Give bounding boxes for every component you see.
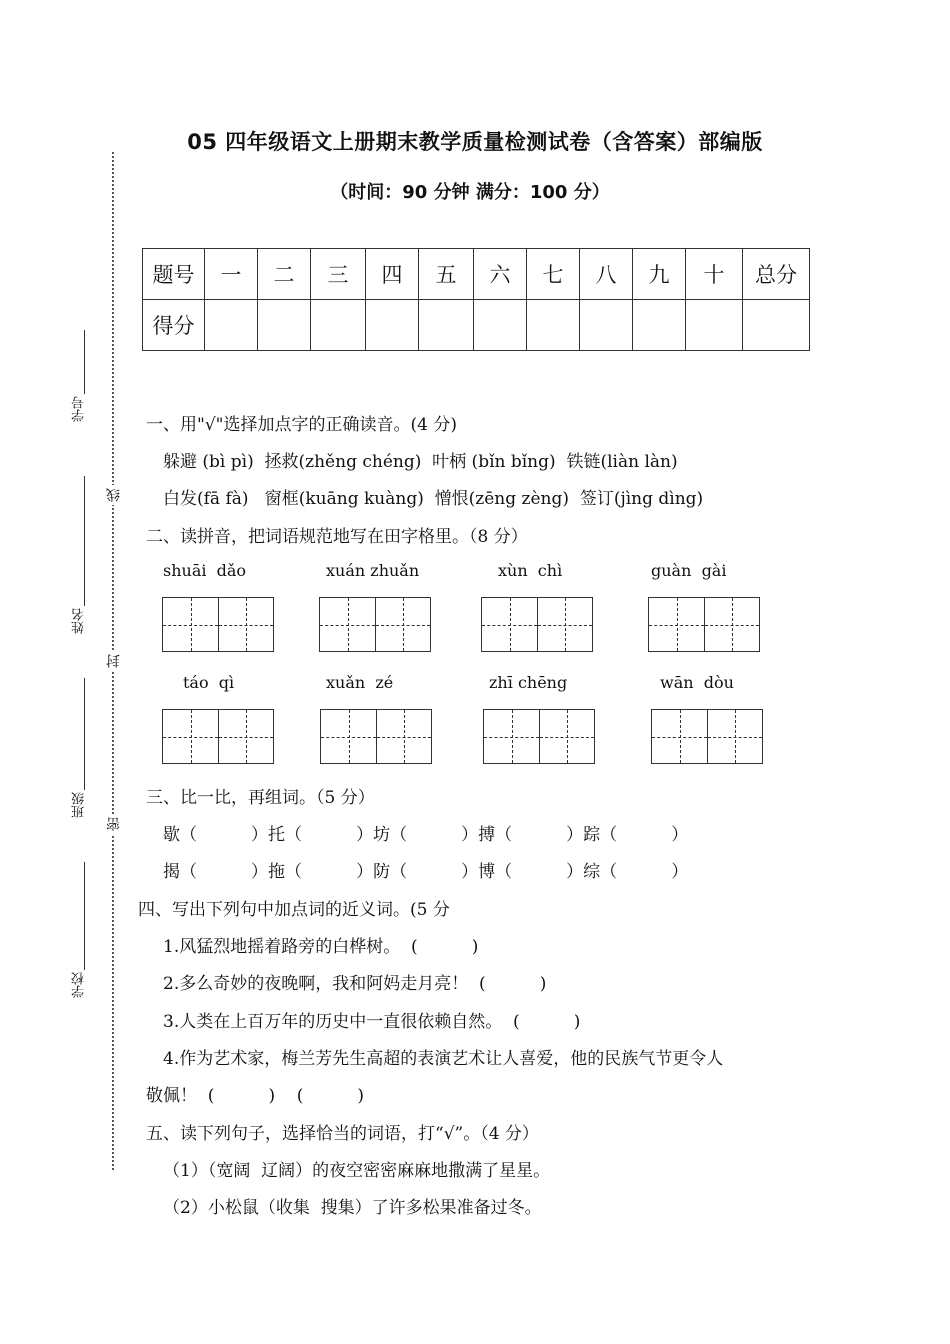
q5-item: （1）（宽阔 辽阔）的夜空密密麻麻地撒满了星星。	[163, 1161, 551, 1181]
q5-item: （2）小松鼠（收集 搜集）了许多松果准备过冬。	[163, 1198, 542, 1218]
q4-item: 1.风猛烈地摇着路旁的白桦树。 ( )	[163, 937, 479, 957]
seal-char-seal: 封	[104, 651, 124, 671]
header-cell: 十	[686, 249, 743, 300]
seal-char-secret: 密	[104, 814, 124, 834]
pinyin-label: wān dòu	[660, 673, 734, 692]
q4-item: 3.人类在上百万年的历史中一直很依赖自然。 ( )	[163, 1012, 581, 1032]
header-cell: 七	[527, 249, 580, 300]
score-cell[interactable]	[743, 300, 810, 351]
tianzige-box[interactable]	[162, 597, 274, 652]
score-cell[interactable]	[205, 300, 258, 351]
q2-title: 二、读拼音，把词语规范地写在田字格里。（8 分）	[146, 527, 528, 547]
page-title: 05 四年级语文上册期末教学质量检测试卷（含答案）部编版	[187, 130, 763, 154]
header-cell: 六	[474, 249, 527, 300]
seal-char-line: 线	[104, 485, 124, 505]
class-label: 班级	[72, 792, 87, 818]
name-line[interactable]	[84, 476, 85, 606]
score-cell[interactable]	[258, 300, 311, 351]
tianzige-box[interactable]	[319, 597, 431, 652]
q1-line-1: 躲避 (bì pì) 拯救(zhěng chéng) 叶柄 (bǐn bǐng) 铁链(liàn làn)	[163, 452, 678, 472]
score-cell[interactable]	[366, 300, 419, 351]
score-cell[interactable]	[419, 300, 474, 351]
student-id-label: 学号	[72, 396, 87, 422]
header-cell: 总分	[743, 249, 810, 300]
score-cell[interactable]	[474, 300, 527, 351]
score-cell[interactable]	[311, 300, 366, 351]
score-table-header-row	[143, 249, 810, 300]
score-row-label: 得分	[143, 300, 205, 351]
q4-item: 2.多么奇妙的夜晚啊，我和阿妈走月亮！ ( )	[163, 974, 547, 994]
pinyin-label: xuán zhuǎn	[326, 561, 420, 580]
header-cell: 题号	[143, 249, 205, 300]
q3-line-1: 歇（ ）托（ ）坊（ ）搏（ ）踪（ ）	[163, 825, 689, 845]
header-cell: 九	[633, 249, 686, 300]
header-cell: 三	[311, 249, 366, 300]
tianzige-box[interactable]	[162, 709, 274, 764]
school-line[interactable]	[84, 862, 85, 970]
tianzige-box[interactable]	[648, 597, 760, 652]
header-cell: 一	[205, 249, 258, 300]
student-id-line[interactable]	[84, 330, 85, 394]
school-label: 学校	[72, 972, 87, 998]
q4-item-continued: 敬佩！ ( ) ( )	[146, 1086, 365, 1106]
tianzige-box[interactable]	[651, 709, 763, 764]
pinyin-label: xuǎn zé	[326, 673, 394, 692]
tianzige-box[interactable]	[483, 709, 595, 764]
q1-line-2: 白发(fā fà) 窗框(kuāng kuàng) 憎恨(zēng zèng) 签订(jìng dìng)	[163, 489, 704, 509]
q4-title: 四、写出下列句中加点词的近义词。(5 分	[138, 900, 450, 920]
header-cell: 八	[580, 249, 633, 300]
class-line[interactable]	[84, 678, 85, 790]
q4-item: 4.作为艺术家，梅兰芳先生高超的表演艺术让人喜爱，他的民族气节更令人	[163, 1049, 724, 1069]
q5-title: 五、读下列句子，选择恰当的词语，打“√”。（4 分）	[146, 1124, 539, 1144]
score-cell[interactable]	[527, 300, 580, 351]
tianzige-box[interactable]	[481, 597, 593, 652]
header-cell: 四	[366, 249, 419, 300]
tianzige-box[interactable]	[320, 709, 432, 764]
q3-line-2: 揭（ ）拖（ ）防（ ）博（ ）综（ ）	[163, 862, 689, 882]
pinyin-label: zhī chēng	[489, 673, 568, 692]
page-subtitle: （时间：90 分钟 满分：100 分）	[330, 182, 610, 203]
pinyin-label: xùn chì	[498, 561, 563, 580]
pinyin-label: guàn gài	[651, 561, 727, 580]
score-cell[interactable]	[633, 300, 686, 351]
score-cell[interactable]	[580, 300, 633, 351]
q1-title: 一、用"√"选择加点字的正确读音。(4 分)	[146, 415, 457, 435]
header-cell: 二	[258, 249, 311, 300]
score-table-score-row	[143, 300, 810, 351]
score-cell[interactable]	[686, 300, 743, 351]
pinyin-label: táo qì	[183, 673, 235, 692]
name-label: 姓名	[72, 608, 87, 634]
pinyin-label: shuāi dǎo	[163, 561, 247, 580]
score-table	[142, 248, 810, 351]
header-cell: 五	[419, 249, 474, 300]
q3-title: 三、比一比，再组词。（5 分）	[146, 788, 375, 808]
